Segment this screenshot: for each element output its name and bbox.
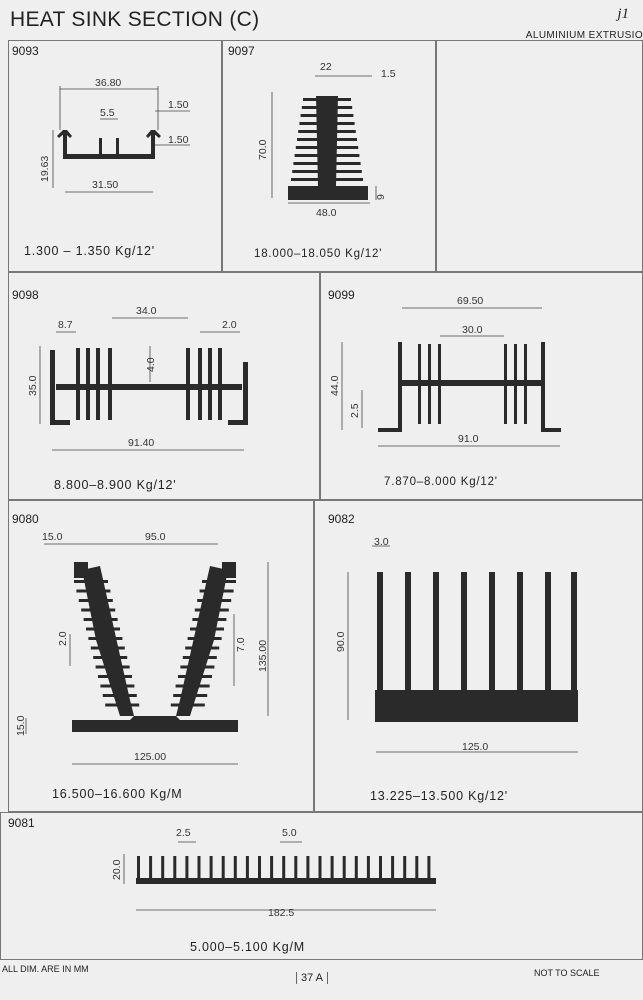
dimension-label: 31.50 <box>92 179 119 191</box>
section-code: 9097 <box>228 44 255 58</box>
section-code: 9099 <box>328 288 355 302</box>
fin <box>258 856 261 878</box>
section-code: 9098 <box>12 288 39 302</box>
dimension-label: 4.0 <box>145 357 157 372</box>
fin <box>198 856 201 878</box>
profile-shape <box>136 856 436 884</box>
fin <box>210 856 213 878</box>
section-weight: 7.870–8.000 Kg/12' <box>384 476 498 488</box>
fin <box>161 856 164 878</box>
page-title: HEAT SINK SECTION (C) <box>10 8 260 31</box>
dimension-label: 7.0 <box>235 637 247 652</box>
section-code: 9081 <box>8 816 35 830</box>
dimension-label: 34.0 <box>136 305 157 317</box>
fin <box>319 856 322 878</box>
dimension-label: 20.0 <box>111 859 123 880</box>
dimension-label: 91.0 <box>458 433 479 445</box>
fin <box>282 856 285 878</box>
dimension-label: 95.0 <box>145 531 166 543</box>
fin <box>246 856 249 878</box>
dimension-label: 2.5 <box>176 827 191 839</box>
fin <box>403 856 406 878</box>
page-subtitle: ALUMINIUM EXTRUSIO <box>525 30 643 41</box>
fin <box>222 856 225 878</box>
dimension-label: 90.0 <box>335 631 347 652</box>
section-weight: 1.300 – 1.350 Kg/12' <box>24 244 155 258</box>
fin <box>173 856 176 878</box>
section-weight: 8.800–8.900 Kg/12' <box>54 478 177 492</box>
section-code: 9080 <box>12 512 39 526</box>
dimension-label: 44.0 <box>329 375 341 396</box>
section-weight: 13.225–13.500 Kg/12' <box>370 789 508 803</box>
dimension-label: 1.50 <box>168 134 189 146</box>
dimension-label: 5.5 <box>100 107 115 119</box>
fin <box>234 856 237 878</box>
section-weight: 18.000–18.050 Kg/12' <box>254 248 383 260</box>
dimension-label: 1.50 <box>168 99 189 111</box>
fin <box>379 856 382 878</box>
dimension-label: 15.0 <box>42 531 63 543</box>
brand-mark: j1 <box>617 6 629 22</box>
dimension-label: 125.00 <box>134 751 167 763</box>
fin <box>367 856 370 878</box>
dimension-label: 30.0 <box>462 324 483 336</box>
section-weight: 5.000–5.100 Kg/M <box>190 940 305 954</box>
dimension-label: 48.0 <box>316 207 337 219</box>
dimension-label: 2.0 <box>222 319 237 331</box>
fin <box>427 856 430 878</box>
fin <box>149 856 152 878</box>
dimension-label: 2.5 <box>349 403 361 418</box>
dimension-label: 19.63 <box>39 155 51 182</box>
fin <box>391 856 394 878</box>
dimension-label: 36.80 <box>95 77 122 89</box>
section-code: 9093 <box>12 44 39 58</box>
section-code: 9082 <box>328 512 355 526</box>
dimension-label: 135.00 <box>257 639 269 672</box>
fin <box>355 856 358 878</box>
scale-note: NOT TO SCALE <box>534 968 600 978</box>
dimension-label: 1.5 <box>381 68 396 80</box>
dimension-label: 8.7 <box>58 319 73 331</box>
dimension-label: 2.0 <box>57 631 69 646</box>
fin <box>294 856 297 878</box>
footer-units-note: ALL DIM. ARE IN MM <box>2 964 89 974</box>
dimension-label: 69.50 <box>457 295 484 307</box>
dimension-label: 35.0 <box>27 375 39 396</box>
dimension-label: 70.0 <box>257 139 269 160</box>
fin <box>137 856 140 878</box>
dimension-label: 9 <box>375 194 387 200</box>
dimension-label: 182.5 <box>268 907 295 919</box>
dimension-label: 91.40 <box>128 437 155 449</box>
dimension-label: 15.0 <box>15 715 27 736</box>
dimension-label: 3.0 <box>374 536 389 548</box>
section-weight: 16.500–16.600 Kg/M <box>52 787 183 801</box>
fin <box>185 856 188 878</box>
fin <box>331 856 334 878</box>
fin <box>306 856 309 878</box>
dimension-label: 5.0 <box>282 827 297 839</box>
fin <box>343 856 346 878</box>
page-number: 37 A <box>296 972 328 984</box>
dimension-label: 125.0 <box>462 741 489 753</box>
dimension-label: 22 <box>320 61 332 73</box>
fin <box>415 856 418 878</box>
fin <box>270 856 273 878</box>
